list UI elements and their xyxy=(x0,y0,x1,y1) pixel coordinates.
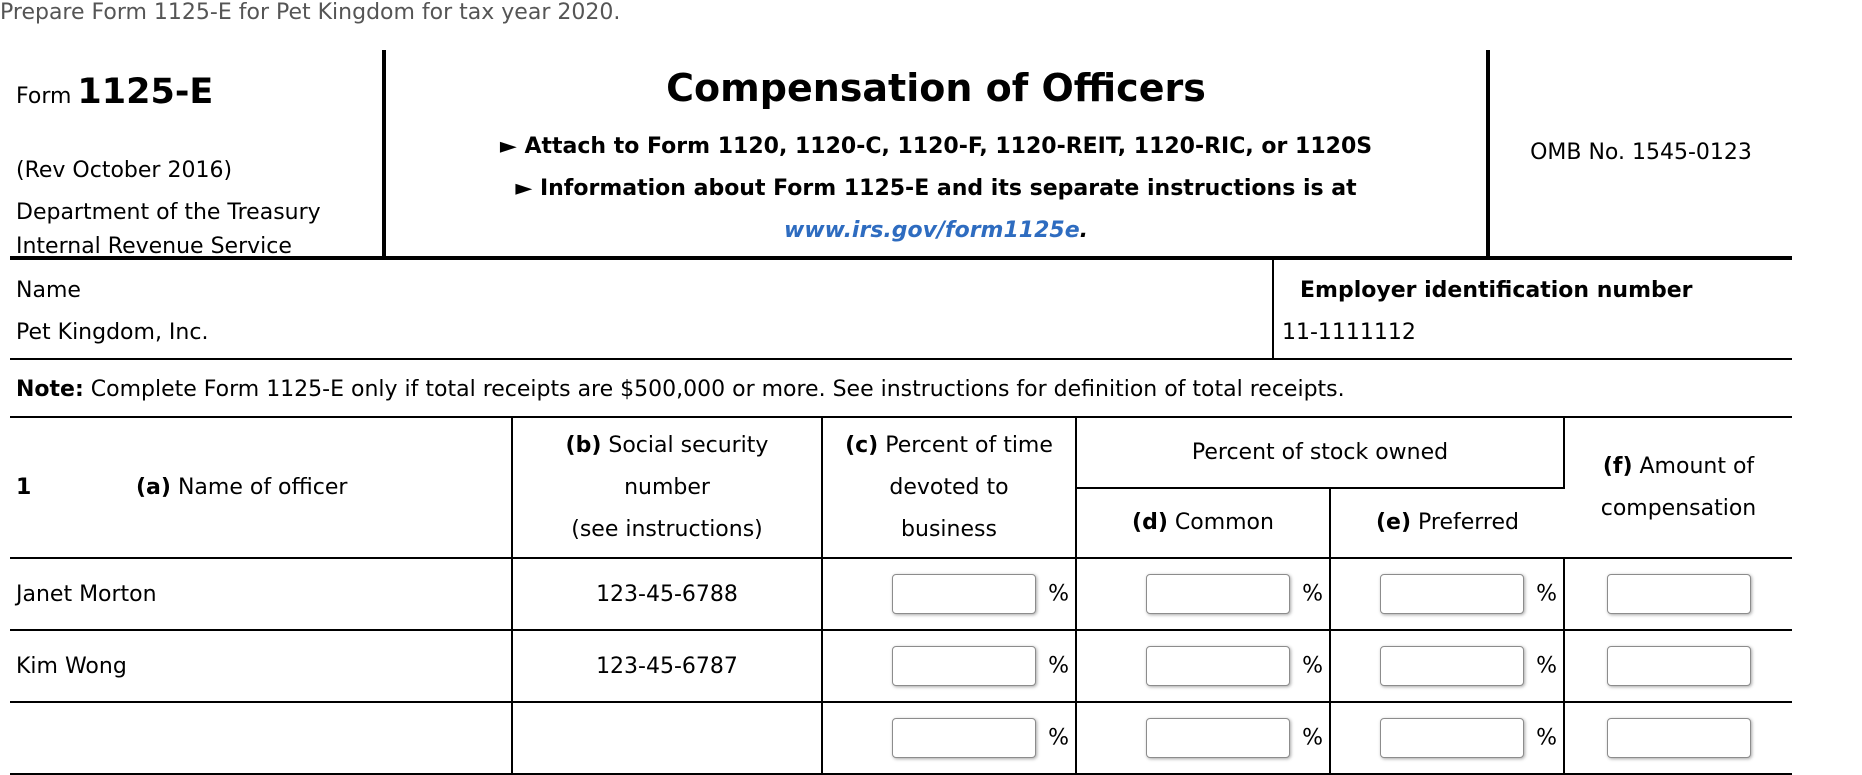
ein-label: Employer identification number xyxy=(1300,278,1693,303)
ein-cell xyxy=(1274,260,1792,358)
form-revision: (Rev October 2016) xyxy=(16,158,233,183)
percent-time-input[interactable] xyxy=(892,574,1036,614)
col-c-line1 xyxy=(823,425,1075,467)
percent-sign: % xyxy=(1302,653,1323,679)
form-word: Form xyxy=(16,84,72,109)
attach-line: ► Attach to Form 1120, 1120-C, 1120-F, 1120-REIT, 1120-RIC, or 1120S xyxy=(499,134,1373,159)
percent-time-input[interactable] xyxy=(892,646,1036,686)
percent-time-input[interactable] xyxy=(892,718,1036,758)
percent-common-input[interactable] xyxy=(1146,646,1290,686)
form-title-block xyxy=(386,50,1490,256)
col-f-text2: compensation xyxy=(1600,495,1757,521)
form-title: Compensation of Officers xyxy=(666,66,1206,110)
officer-ssn: 123-45-6787 xyxy=(512,630,822,702)
col-f-text1: Amount of xyxy=(1632,453,1755,479)
col-b-line1 xyxy=(513,425,821,467)
note-text: Complete Form 1125-E only if total receipts are $500,000 or more. See instructions for definition of total receipts. xyxy=(83,377,1345,402)
col-b-text1: Social security xyxy=(601,432,769,458)
percent-preferred-cell xyxy=(1330,630,1564,702)
table-row xyxy=(10,702,1792,774)
form-number-line xyxy=(16,72,213,112)
table-row xyxy=(10,558,1792,630)
header-percent-time xyxy=(822,418,1076,558)
col-e-text: Preferred xyxy=(1411,510,1519,535)
header-common xyxy=(1076,488,1330,558)
percent-sign: % xyxy=(1048,653,1069,679)
col-b-letter: (b) xyxy=(565,432,602,458)
header-preferred xyxy=(1330,488,1564,558)
header-stock-owned: Percent of stock owned xyxy=(1076,418,1564,488)
compensation-cell xyxy=(1564,630,1792,702)
task-instruction: Prepare Form 1125-E for Pet Kingdom for tax year 2020. xyxy=(0,0,621,25)
compensation-input[interactable] xyxy=(1607,646,1751,686)
percent-preferred-input[interactable] xyxy=(1380,718,1524,758)
compensation-input[interactable] xyxy=(1607,718,1751,758)
percent-common-input[interactable] xyxy=(1146,574,1290,614)
note xyxy=(10,360,1792,418)
form-number: 1125-E xyxy=(77,72,214,112)
col-c-text3: business xyxy=(901,516,997,542)
url-suffix: . xyxy=(1079,218,1088,243)
col-a-text: Name of officer xyxy=(170,474,348,500)
percent-sign: % xyxy=(1048,725,1069,751)
officer-ssn: 123-45-6788 xyxy=(512,558,822,630)
percent-time-cell xyxy=(822,702,1076,774)
form-id-block xyxy=(16,50,386,259)
percent-sign: % xyxy=(1302,581,1323,607)
header-name-of-officer xyxy=(10,418,512,558)
agency: Internal Revenue Service xyxy=(16,234,292,259)
percent-preferred-input[interactable] xyxy=(1380,646,1524,686)
percent-preferred-cell xyxy=(1330,558,1564,630)
percent-time-cell xyxy=(822,558,1076,630)
officer-ssn xyxy=(512,702,822,774)
form-header xyxy=(10,50,1792,260)
col-c-text1: Percent of time xyxy=(878,432,1053,458)
percent-common-cell xyxy=(1076,630,1330,702)
header-amount-compensation xyxy=(1564,418,1792,558)
taxpayer-row xyxy=(10,260,1792,360)
department: Department of the Treasury xyxy=(16,200,321,225)
col-f-line1 xyxy=(1565,446,1792,488)
instructions-link[interactable]: www.irs.gov/form1125e xyxy=(784,218,1080,243)
officer-name: Kim Wong xyxy=(10,630,512,702)
col-e-letter: (e) xyxy=(1375,510,1412,535)
percent-common-cell xyxy=(1076,702,1330,774)
percent-sign: % xyxy=(1536,581,1557,607)
url-line xyxy=(386,218,1486,243)
percent-common-cell xyxy=(1076,558,1330,630)
percent-sign: % xyxy=(1536,653,1557,679)
officer-table xyxy=(10,418,1792,775)
percent-sign: % xyxy=(1536,725,1557,751)
col-b-text2: number xyxy=(624,474,710,500)
col-b-text3: (see instructions) xyxy=(571,516,763,542)
table-row xyxy=(10,630,1792,702)
line-number: 1 xyxy=(16,474,32,500)
percent-preferred-input[interactable] xyxy=(1380,574,1524,614)
col-f-letter: (f) xyxy=(1602,453,1633,479)
officer-name xyxy=(10,702,512,774)
compensation-input[interactable] xyxy=(1607,574,1751,614)
omb-number: OMB No. 1545-0123 xyxy=(1530,140,1752,165)
col-d-text: Common xyxy=(1167,510,1274,535)
note-label: Note: xyxy=(16,377,84,402)
name-label: Name xyxy=(16,278,81,303)
col-c-text2: devoted to xyxy=(889,474,1009,500)
officer-name: Janet Morton xyxy=(10,558,512,630)
name-value: Pet Kingdom, Inc. xyxy=(16,320,209,345)
ein-value: 11-1111112 xyxy=(1282,320,1416,345)
omb-block xyxy=(1490,50,1792,256)
percent-sign: % xyxy=(1302,725,1323,751)
col-c-letter: (c) xyxy=(845,432,879,458)
compensation-cell xyxy=(1564,702,1792,774)
col-a-letter: (a) xyxy=(136,474,171,500)
percent-time-cell xyxy=(822,630,1076,702)
compensation-cell xyxy=(1564,558,1792,630)
header-ssn xyxy=(512,418,822,558)
info-line: ► Information about Form 1125-E and its separate instructions is at xyxy=(515,176,1357,201)
percent-preferred-cell xyxy=(1330,702,1564,774)
name-cell xyxy=(10,260,1274,358)
percent-sign: % xyxy=(1048,581,1069,607)
percent-common-input[interactable] xyxy=(1146,718,1290,758)
col-d-letter: (d) xyxy=(1132,510,1168,535)
